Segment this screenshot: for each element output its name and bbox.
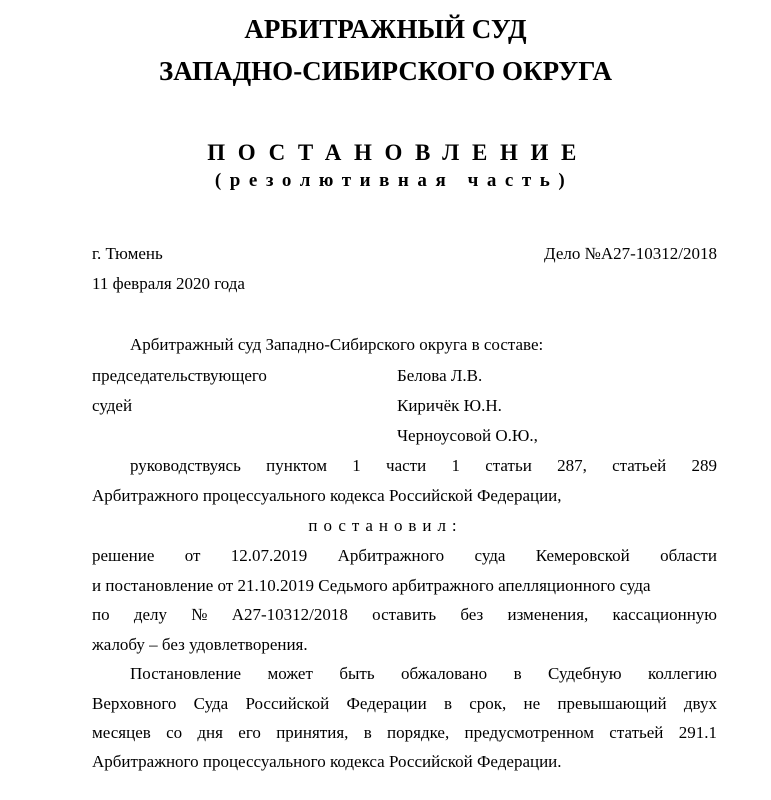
ruled-heading: постановил: — [308, 516, 463, 535]
decision-date: 11 февраля 2020 года — [92, 274, 245, 293]
word: делу — [133, 605, 168, 624]
word: не — [523, 694, 541, 713]
word: 1 — [451, 456, 460, 475]
word: Кемеровской — [535, 546, 630, 565]
court-name-line2: ЗАПАДНО-СИБИРСКОГО ОКРУГА — [159, 56, 612, 86]
document-title: ПОСТАНОВЛЕНИЕ — [207, 140, 590, 165]
word: Российской — [245, 694, 330, 713]
word: предусмотренном — [464, 723, 594, 742]
word: Суда — [193, 694, 229, 713]
word: А27-10312/2018 — [231, 605, 348, 624]
word: порядке, — [387, 723, 450, 742]
word: дня — [197, 723, 223, 742]
case-number: Дело №А27-10312/2018 — [544, 244, 717, 263]
word: решение — [92, 546, 155, 565]
word: руководствуясь — [130, 456, 241, 475]
word: обжаловано — [401, 664, 488, 683]
word: 291.1 — [678, 723, 717, 742]
word: от — [184, 546, 201, 565]
appeal-line2 — [92, 694, 717, 714]
judge-second: Киричёк Ю.Н. — [397, 396, 502, 415]
decision-line2: и постановление от 21.10.2019 Седьмого арбитражного апелляционного суда — [92, 576, 651, 595]
presiding-role: председательствующего — [92, 366, 267, 385]
decision-line1 — [92, 546, 717, 566]
word: изменения, — [507, 605, 589, 624]
composition-intro: Арбитражный суд Западно-Сибирского округа в составе: — [130, 335, 544, 354]
city: г. Тюмень — [92, 244, 163, 263]
word: Верховного — [92, 694, 177, 713]
document-subtitle: (резолютивная часть) — [214, 170, 574, 191]
word: суда — [474, 546, 506, 565]
appeal-line1 — [130, 664, 717, 684]
word: № — [191, 605, 208, 624]
word: срок, — [469, 694, 507, 713]
word: без — [460, 605, 484, 624]
word: статьей — [612, 456, 667, 475]
decision-line3 — [92, 605, 717, 625]
word: статьи — [485, 456, 532, 475]
word: в — [363, 723, 372, 742]
word: пунктом — [266, 456, 327, 475]
appeal-line3 — [92, 723, 717, 743]
judges-role: судей — [92, 396, 133, 415]
word: 287, — [557, 456, 587, 475]
word: 1 — [352, 456, 361, 475]
word: со — [166, 723, 183, 742]
appeal-line4: Арбитражного процессуального кодекса Российской Федерации. — [92, 752, 562, 771]
word: двух — [683, 694, 717, 713]
word: его — [238, 723, 261, 742]
word: месяцев — [92, 723, 151, 742]
word: превышающий — [557, 694, 667, 713]
decision-line4: жалобу – без удовлетворения. — [92, 635, 308, 654]
word: оставить — [372, 605, 437, 624]
word: Судебную — [548, 664, 622, 683]
word: по — [92, 605, 110, 624]
guided-line2: Арбитражного процессуального кодекса Российской Федерации, — [92, 486, 562, 505]
word: Постановление — [130, 664, 242, 683]
word: 12.07.2019 — [230, 546, 308, 565]
court-name-line1: АРБИТРАЖНЫЙ СУД — [244, 14, 527, 44]
guided-line1 — [130, 456, 717, 476]
word: Федерации — [346, 694, 427, 713]
word: части — [386, 456, 427, 475]
word: 289 — [691, 456, 717, 475]
word: статьей — [609, 723, 664, 742]
word: в — [513, 664, 522, 683]
judge-third: Черноусовой О.Ю., — [397, 426, 538, 445]
word: быть — [339, 664, 375, 683]
word: в — [443, 694, 453, 713]
word: Арбитражного — [337, 546, 445, 565]
judge-presiding: Белова Л.В. — [397, 366, 483, 385]
word: может — [267, 664, 313, 683]
word: принятия, — [276, 723, 349, 742]
word: области — [660, 546, 717, 565]
word: кассационную — [612, 605, 717, 624]
word: коллегию — [647, 664, 717, 683]
